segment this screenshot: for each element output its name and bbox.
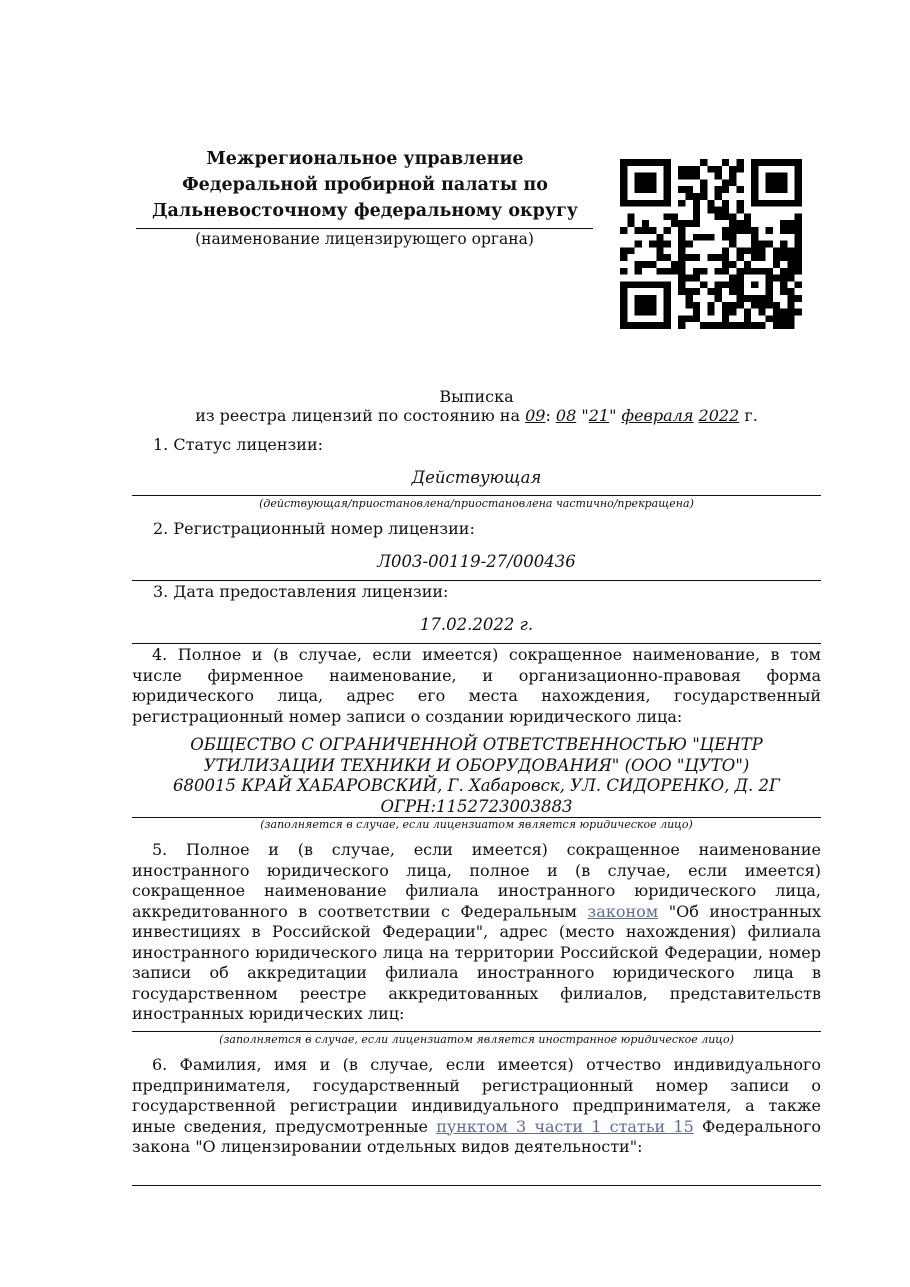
licensee-details xyxy=(132,735,821,817)
extract-subtitle xyxy=(132,406,821,426)
quote-close: " xyxy=(609,406,617,425)
authority-line-2: Федеральной пробирной палаты по xyxy=(182,175,548,195)
section-5-text-before: 5. Полное и (в случае, если имеется) сокращенное наименование иностранного юридического лица, полное и (в случае, если имеется) сокращенное наименование филиала иностранного юридического лица, аккредитованного в соответствии с Федеральным xyxy=(132,840,821,921)
section-4-note: (заполняется в случае, если лицензиатом является юридическое лицо) xyxy=(260,818,693,831)
license-status-value: Действующая xyxy=(411,468,542,487)
year-suffix: г. xyxy=(744,406,758,425)
section-4-text: 4. Полное и (в случае, если имеется) сокращенное наименование, в том числе фирменное наименование, и организационно-правовая форма юридического лица, адрес его места нахождения, государственный регистрационный номер записи о создании юридического лица: xyxy=(132,645,821,726)
license-number-value: Л003-00119-27/000436 xyxy=(377,552,576,571)
section-2-rule xyxy=(132,580,821,581)
section-1-note: (действующая/приостановлена/приостановлена частично/прекращена) xyxy=(259,497,694,510)
section-3-label: 3. Дата предоставления лицензии: xyxy=(153,582,449,601)
extract-year: 2022 xyxy=(698,406,740,425)
licensee-line-1: ОБЩЕСТВО С ОГРАНИЧЕННОЙ ОТВЕТСТВЕННОСТЬЮ "ЦЕНТР xyxy=(190,735,763,754)
licensing-authority-name xyxy=(136,146,594,224)
extract-title: Выписка xyxy=(439,387,514,406)
extract-minute: 08 xyxy=(555,406,577,425)
time-separator: : xyxy=(545,406,551,425)
licensee-line-2: УТИЛИЗАЦИИ ТЕХНИКИ И ОБОРУДОВАНИЯ" (ООО "ЦУТО") xyxy=(203,755,750,775)
qr-code-icon xyxy=(620,159,802,329)
authority-line-3: Дальневосточному федеральному округу xyxy=(151,201,578,221)
section-6-rule xyxy=(132,1185,821,1186)
subtitle-prefix: из реестра лицензий по состоянию на xyxy=(195,406,520,425)
law-link[interactable]: законом xyxy=(587,901,659,921)
section-6-text-after: Федерального закона "О лицензировании отдельных видов деятельности": xyxy=(132,1116,822,1156)
licensee-address: 680015 КРАЙ ХАБАРОВСКИЙ, Г. Хабаровск, УЛ. СИДОРЕНКО, Д. 2Г xyxy=(173,776,780,795)
section-5-note: (заполняется в случае, если лицензиатом является иностранное юридическое лицо) xyxy=(219,1033,734,1046)
section-3-rule xyxy=(132,643,821,644)
authority-underline xyxy=(136,228,593,229)
extract-hour: 09 xyxy=(525,406,546,425)
section-5-text-after: "Об иностранных инвестициях в Российской Федерации", адрес (место нахождения) филиала иностранного юридического лица на территории Российской Федерации, номер записи об аккредитации филиала иностранного юридического лица в государственном реестре аккредитованных филиалов, представительств иностранных юридических лиц: xyxy=(132,901,822,1023)
section-6-text-before: 6. Фамилия, имя и (в случае, если имеется) отчество индивидуального предпринимателя, государственный регистрационный номер записи о государственной регистрации индивидуального предпринимателя, а также иные сведения, предусмотренные xyxy=(132,1055,821,1136)
article-link[interactable]: пунктом 3 части 1 статьи 15 xyxy=(436,1116,694,1136)
section-5-text xyxy=(132,840,821,1025)
licensee-ogrn: ОГРН:1152723003883 xyxy=(380,796,573,816)
extract-month: февраля xyxy=(621,406,694,425)
authority-line-1: Межрегиональное управление xyxy=(206,149,524,169)
section-6-text xyxy=(132,1055,821,1158)
extract-day: 21 xyxy=(588,406,610,425)
section-2-label: 2. Регистрационный номер лицензии: xyxy=(153,519,475,538)
section-5-rule xyxy=(132,1031,821,1032)
section-1-label: 1. Статус лицензии: xyxy=(153,435,323,454)
license-date-value: 17.02.2022 г. xyxy=(419,615,534,634)
quote-open: " xyxy=(581,406,589,425)
authority-caption: (наименование лицензирующего органа) xyxy=(195,230,534,248)
section-1-rule xyxy=(132,495,821,496)
